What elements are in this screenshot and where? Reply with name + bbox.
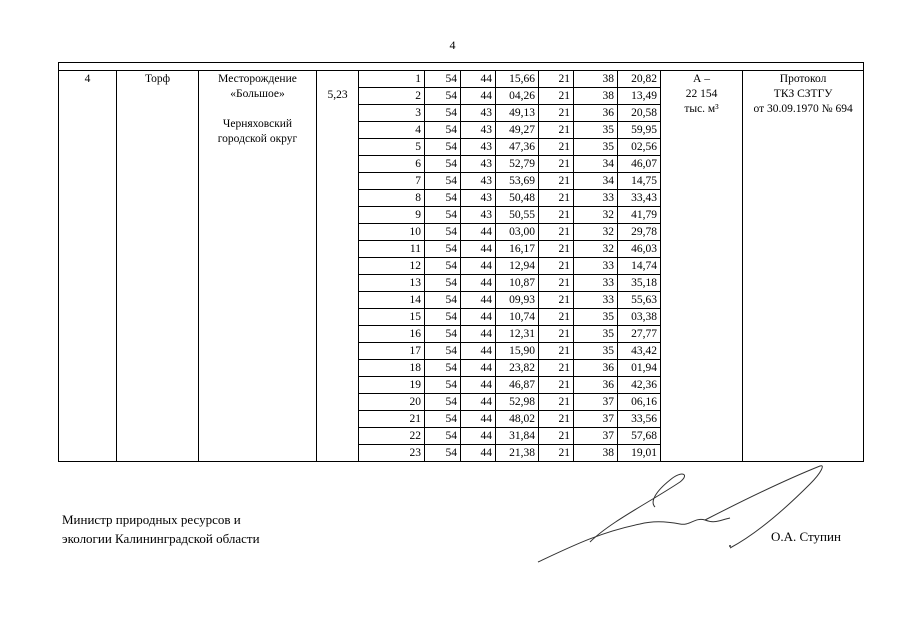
lon-deg-cell: 21 xyxy=(539,377,574,394)
lat-min-cell: 44 xyxy=(461,258,496,275)
reserves-line: тыс. м³ xyxy=(684,103,719,115)
point-number-cell: 3 xyxy=(359,105,425,122)
deposit-name-line: Месторождение xyxy=(218,73,297,85)
lon-sec-cell: 27,77 xyxy=(618,326,661,343)
lat-min-cell: 44 xyxy=(461,241,496,258)
reserves-line: 22 154 xyxy=(685,88,718,100)
lon-sec-cell: 20,58 xyxy=(618,105,661,122)
point-number-cell: 13 xyxy=(359,275,425,292)
position-line-1: Министр природных ресурсов и xyxy=(62,512,241,527)
protocol-line: Протокол xyxy=(779,73,827,85)
lon-sec-cell: 02,56 xyxy=(618,139,661,156)
lat-deg-cell: 54 xyxy=(425,411,461,428)
lon-min-cell: 32 xyxy=(574,224,618,241)
point-number-cell: 17 xyxy=(359,343,425,360)
lat-deg-cell: 54 xyxy=(425,445,461,462)
lat-deg-cell: 54 xyxy=(425,258,461,275)
lon-min-cell: 37 xyxy=(574,394,618,411)
lat-sec-cell: 15,66 xyxy=(496,71,539,88)
lon-deg-cell: 21 xyxy=(539,88,574,105)
deposit-name-line: «Большое» xyxy=(230,88,285,100)
coordinates-table xyxy=(58,62,864,462)
lon-sec-cell: 13,49 xyxy=(618,88,661,105)
lon-deg-cell: 21 xyxy=(539,122,574,139)
lon-min-cell: 35 xyxy=(574,309,618,326)
lat-sec-cell: 52,79 xyxy=(496,156,539,173)
lat-sec-cell: 48,02 xyxy=(496,411,539,428)
lon-sec-cell: 14,74 xyxy=(618,258,661,275)
lon-sec-cell: 46,07 xyxy=(618,156,661,173)
lat-min-cell: 44 xyxy=(461,88,496,105)
lon-deg-cell: 21 xyxy=(539,139,574,156)
lon-deg-cell: 21 xyxy=(539,173,574,190)
lat-sec-cell: 52,98 xyxy=(496,394,539,411)
lat-sec-cell: 50,55 xyxy=(496,207,539,224)
lon-min-cell: 36 xyxy=(574,105,618,122)
gap-cell xyxy=(59,63,864,71)
reserves-line: А – xyxy=(693,73,710,85)
lat-sec-cell: 12,31 xyxy=(496,326,539,343)
lon-min-cell: 33 xyxy=(574,190,618,207)
lon-sec-cell: 19,01 xyxy=(618,445,661,462)
lat-deg-cell: 54 xyxy=(425,71,461,88)
lon-deg-cell: 21 xyxy=(539,445,574,462)
position-line-2: экологии Калининградской области xyxy=(62,531,260,546)
protocol-line: от 30.09.1970 № 694 xyxy=(753,103,853,115)
lat-deg-cell: 54 xyxy=(425,309,461,326)
deposit-area: 5,23 xyxy=(317,71,359,462)
point-number-cell: 21 xyxy=(359,411,425,428)
deposit-name-line: городской округ xyxy=(217,133,298,145)
lon-min-cell: 33 xyxy=(574,275,618,292)
lon-min-cell: 34 xyxy=(574,173,618,190)
lat-min-cell: 44 xyxy=(461,377,496,394)
table-header-gap-row xyxy=(59,63,864,71)
lat-sec-cell: 10,87 xyxy=(496,275,539,292)
lon-deg-cell: 21 xyxy=(539,309,574,326)
lon-deg-cell: 21 xyxy=(539,224,574,241)
point-number-cell: 23 xyxy=(359,445,425,462)
lat-deg-cell: 54 xyxy=(425,88,461,105)
lon-min-cell: 33 xyxy=(574,292,618,309)
lat-sec-cell: 10,74 xyxy=(496,309,539,326)
point-number-cell: 11 xyxy=(359,241,425,258)
point-number-cell: 6 xyxy=(359,156,425,173)
lon-deg-cell: 21 xyxy=(539,394,574,411)
lat-deg-cell: 54 xyxy=(425,326,461,343)
point-number-cell: 7 xyxy=(359,173,425,190)
lon-sec-cell: 41,79 xyxy=(618,207,661,224)
lon-sec-cell: 03,38 xyxy=(618,309,661,326)
lat-min-cell: 44 xyxy=(461,326,496,343)
lat-min-cell: 44 xyxy=(461,394,496,411)
lat-sec-cell: 09,93 xyxy=(496,292,539,309)
lon-deg-cell: 21 xyxy=(539,71,574,88)
lat-deg-cell: 54 xyxy=(425,428,461,445)
lat-deg-cell: 54 xyxy=(425,156,461,173)
lon-min-cell: 36 xyxy=(574,360,618,377)
lon-min-cell: 38 xyxy=(574,445,618,462)
lon-sec-cell: 33,56 xyxy=(618,411,661,428)
deposit-name-line xyxy=(201,102,314,117)
lon-min-cell: 35 xyxy=(574,326,618,343)
lat-min-cell: 44 xyxy=(461,309,496,326)
lon-deg-cell: 21 xyxy=(539,360,574,377)
entry-number: 4 xyxy=(59,71,117,462)
lat-min-cell: 43 xyxy=(461,139,496,156)
point-number-cell: 20 xyxy=(359,394,425,411)
lat-sec-cell: 23,82 xyxy=(496,360,539,377)
lon-deg-cell: 21 xyxy=(539,190,574,207)
lon-min-cell: 38 xyxy=(574,88,618,105)
lon-min-cell: 33 xyxy=(574,258,618,275)
mineral-type: Торф xyxy=(117,71,199,462)
lon-deg-cell: 21 xyxy=(539,292,574,309)
lat-min-cell: 43 xyxy=(461,105,496,122)
lat-sec-cell: 04,26 xyxy=(496,88,539,105)
lon-deg-cell: 21 xyxy=(539,258,574,275)
protocol-cell xyxy=(743,71,864,462)
lon-deg-cell: 21 xyxy=(539,156,574,173)
lat-deg-cell: 54 xyxy=(425,292,461,309)
point-number-cell: 15 xyxy=(359,309,425,326)
lat-deg-cell: 54 xyxy=(425,360,461,377)
point-number-cell: 12 xyxy=(359,258,425,275)
lon-deg-cell: 21 xyxy=(539,207,574,224)
lat-sec-cell: 03,00 xyxy=(496,224,539,241)
point-number-cell: 22 xyxy=(359,428,425,445)
lat-min-cell: 43 xyxy=(461,156,496,173)
lat-sec-cell: 46,87 xyxy=(496,377,539,394)
lat-min-cell: 43 xyxy=(461,207,496,224)
deposit-name-line: Черняховский xyxy=(222,118,293,130)
lat-min-cell: 44 xyxy=(461,428,496,445)
lon-sec-cell: 35,18 xyxy=(618,275,661,292)
lon-sec-cell: 06,16 xyxy=(618,394,661,411)
table-row xyxy=(59,71,864,88)
lon-deg-cell: 21 xyxy=(539,343,574,360)
point-number-cell: 18 xyxy=(359,360,425,377)
deposit-name xyxy=(199,71,317,462)
lat-deg-cell: 54 xyxy=(425,241,461,258)
coordinates-table-body xyxy=(59,63,864,462)
lat-deg-cell: 54 xyxy=(425,394,461,411)
lon-deg-cell: 21 xyxy=(539,241,574,258)
lat-deg-cell: 54 xyxy=(425,224,461,241)
point-number-cell: 8 xyxy=(359,190,425,207)
point-number-cell: 9 xyxy=(359,207,425,224)
lon-min-cell: 38 xyxy=(574,71,618,88)
lon-min-cell: 35 xyxy=(574,343,618,360)
point-number-cell: 1 xyxy=(359,71,425,88)
lon-min-cell: 32 xyxy=(574,207,618,224)
point-number-cell: 19 xyxy=(359,377,425,394)
lat-sec-cell: 16,17 xyxy=(496,241,539,258)
lat-deg-cell: 54 xyxy=(425,207,461,224)
lat-sec-cell: 15,90 xyxy=(496,343,539,360)
lat-sec-cell: 31,84 xyxy=(496,428,539,445)
lon-min-cell: 37 xyxy=(574,411,618,428)
lat-sec-cell: 12,94 xyxy=(496,258,539,275)
lon-min-cell: 37 xyxy=(574,428,618,445)
lat-deg-cell: 54 xyxy=(425,122,461,139)
lat-deg-cell: 54 xyxy=(425,275,461,292)
lon-sec-cell: 14,75 xyxy=(618,173,661,190)
lat-min-cell: 44 xyxy=(461,224,496,241)
lat-sec-cell: 21,38 xyxy=(496,445,539,462)
page-number: 4 xyxy=(449,38,456,52)
reserves-cell xyxy=(661,71,743,462)
lat-min-cell: 44 xyxy=(461,411,496,428)
lon-deg-cell: 21 xyxy=(539,428,574,445)
point-number-cell: 2 xyxy=(359,88,425,105)
lon-deg-cell: 21 xyxy=(539,411,574,428)
lon-min-cell: 32 xyxy=(574,241,618,258)
lat-sec-cell: 49,13 xyxy=(496,105,539,122)
lon-sec-cell: 42,36 xyxy=(618,377,661,394)
handwritten-signature xyxy=(530,462,830,572)
lon-min-cell: 36 xyxy=(574,377,618,394)
lon-sec-cell: 29,78 xyxy=(618,224,661,241)
lat-min-cell: 44 xyxy=(461,343,496,360)
lon-sec-cell: 20,82 xyxy=(618,71,661,88)
signature-position xyxy=(62,510,260,548)
lat-min-cell: 43 xyxy=(461,122,496,139)
point-number-cell: 16 xyxy=(359,326,425,343)
lat-min-cell: 44 xyxy=(461,445,496,462)
lon-min-cell: 35 xyxy=(574,122,618,139)
lat-sec-cell: 50,48 xyxy=(496,190,539,207)
lon-sec-cell: 55,63 xyxy=(618,292,661,309)
lon-sec-cell: 46,03 xyxy=(618,241,661,258)
lat-sec-cell: 49,27 xyxy=(496,122,539,139)
lon-sec-cell: 43,42 xyxy=(618,343,661,360)
point-number-cell: 5 xyxy=(359,139,425,156)
point-number-cell: 10 xyxy=(359,224,425,241)
lon-deg-cell: 21 xyxy=(539,105,574,122)
lat-min-cell: 44 xyxy=(461,360,496,377)
lat-min-cell: 44 xyxy=(461,71,496,88)
point-number-cell: 4 xyxy=(359,122,425,139)
lat-sec-cell: 47,36 xyxy=(496,139,539,156)
lat-min-cell: 44 xyxy=(461,292,496,309)
lat-min-cell: 44 xyxy=(461,275,496,292)
lon-min-cell: 34 xyxy=(574,156,618,173)
signer-name: О.А. Ступин xyxy=(771,529,841,544)
lon-min-cell: 35 xyxy=(574,139,618,156)
lon-sec-cell: 33,43 xyxy=(618,190,661,207)
lon-deg-cell: 21 xyxy=(539,275,574,292)
lat-deg-cell: 54 xyxy=(425,190,461,207)
lon-sec-cell: 01,94 xyxy=(618,360,661,377)
point-number-cell: 14 xyxy=(359,292,425,309)
lat-deg-cell: 54 xyxy=(425,377,461,394)
lat-min-cell: 43 xyxy=(461,173,496,190)
lat-deg-cell: 54 xyxy=(425,139,461,156)
lon-sec-cell: 57,68 xyxy=(618,428,661,445)
lon-sec-cell: 59,95 xyxy=(618,122,661,139)
protocol-line: ТКЗ СЗТГУ xyxy=(773,88,833,100)
lon-deg-cell: 21 xyxy=(539,326,574,343)
lat-deg-cell: 54 xyxy=(425,173,461,190)
lat-deg-cell: 54 xyxy=(425,343,461,360)
lat-min-cell: 43 xyxy=(461,190,496,207)
lat-deg-cell: 54 xyxy=(425,105,461,122)
lat-sec-cell: 53,69 xyxy=(496,173,539,190)
